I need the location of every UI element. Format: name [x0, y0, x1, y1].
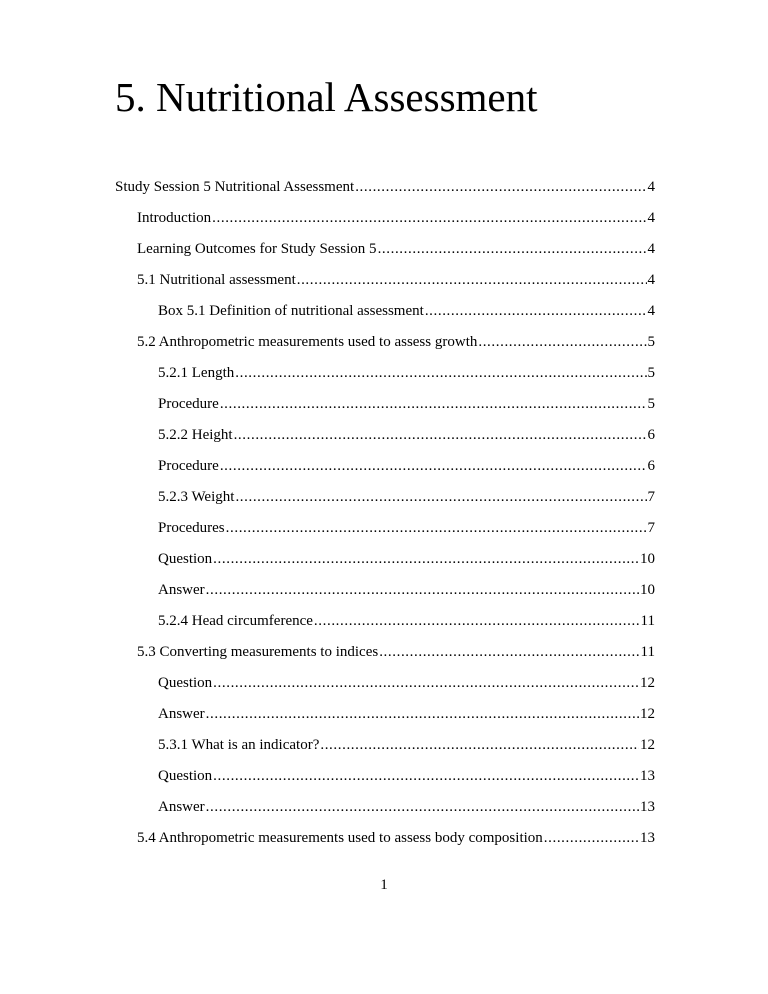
- toc-entry-label: Question: [158, 675, 213, 691]
- toc-entry-page: 12: [640, 675, 655, 691]
- toc-entry-page: 4: [647, 210, 655, 226]
- toc-entry-page: 7: [647, 489, 655, 505]
- toc-entry-label: Answer: [158, 706, 205, 722]
- table-of-contents: [115, 172, 655, 854]
- toc-entry-page: 13: [640, 799, 655, 815]
- toc-entry-page: 5: [647, 334, 655, 350]
- toc-entry-label: Procedure: [158, 458, 219, 474]
- toc-entry-page: 13: [640, 768, 655, 784]
- toc-entry-label: Learning Outcomes for Study Session 5: [137, 241, 377, 257]
- toc-entry[interactable]: [115, 389, 655, 420]
- toc-entry-label: 5.4 Anthropometric measurements used to assess body composition: [137, 830, 543, 846]
- toc-entry[interactable]: [115, 327, 655, 358]
- toc-leader-dots: [213, 544, 639, 575]
- toc-entry-label: 5.2 Anthropometric measurements used to assess growth: [137, 334, 478, 350]
- toc-entry[interactable]: [115, 730, 655, 761]
- toc-leader-dots: [478, 327, 646, 358]
- toc-entry-label: Answer: [158, 799, 205, 815]
- toc-leader-dots: [226, 513, 647, 544]
- toc-entry[interactable]: [115, 358, 655, 389]
- toc-entry[interactable]: [115, 544, 655, 575]
- toc-entry-label: 5.2.1 Length: [158, 365, 235, 381]
- toc-entry-page: 5: [647, 396, 655, 412]
- toc-entry-label: Question: [158, 768, 213, 784]
- toc-entry-label: 5.2.4 Head circumference: [158, 613, 313, 629]
- toc-leader-dots: [379, 637, 639, 668]
- toc-leader-dots: [320, 730, 639, 761]
- toc-leader-dots: [378, 234, 647, 265]
- toc-entry-label: Answer: [158, 582, 205, 598]
- toc-entry[interactable]: [115, 513, 655, 544]
- toc-entry-label: 5.2.3 Weight: [158, 489, 235, 505]
- toc-leader-dots: [206, 699, 639, 730]
- toc-leader-dots: [297, 265, 647, 296]
- toc-leader-dots: [206, 575, 639, 606]
- toc-entry-page: 11: [640, 644, 655, 660]
- toc-entry-page: 12: [640, 737, 655, 753]
- toc-leader-dots: [425, 296, 647, 327]
- toc-leader-dots: [212, 203, 646, 234]
- toc-leader-dots: [220, 451, 647, 482]
- toc-entry[interactable]: [115, 699, 655, 730]
- toc-entry[interactable]: [115, 203, 655, 234]
- toc-entry-page: 12: [640, 706, 655, 722]
- toc-entry-page: 4: [647, 179, 655, 195]
- toc-entry[interactable]: [115, 823, 655, 854]
- toc-entry[interactable]: [115, 296, 655, 327]
- toc-leader-dots: [206, 792, 639, 823]
- toc-leader-dots: [213, 761, 639, 792]
- toc-leader-dots: [235, 358, 646, 389]
- toc-entry[interactable]: [115, 420, 655, 451]
- toc-leader-dots: [544, 823, 639, 854]
- toc-leader-dots: [314, 606, 640, 637]
- toc-entry-page: 10: [640, 551, 655, 567]
- toc-entry[interactable]: [115, 606, 655, 637]
- toc-entry[interactable]: [115, 637, 655, 668]
- toc-entry[interactable]: [115, 761, 655, 792]
- toc-entry[interactable]: [115, 451, 655, 482]
- toc-entry-page: 5: [647, 365, 655, 381]
- toc-entry-label: 5.2.2 Height: [158, 427, 233, 443]
- toc-entry[interactable]: [115, 792, 655, 823]
- page-title: 5. Nutritional Assessment: [115, 74, 538, 120]
- toc-leader-dots: [235, 482, 646, 513]
- toc-entry-label: Procedure: [158, 396, 219, 412]
- toc-leader-dots: [220, 389, 647, 420]
- toc-entry-label: Procedures: [158, 520, 225, 536]
- toc-entry-page: 4: [647, 303, 655, 319]
- toc-leader-dots: [213, 668, 639, 699]
- toc-entry-label: Introduction: [137, 210, 212, 226]
- toc-entry-label: Study Session 5 Nutritional Assessment: [115, 179, 355, 195]
- toc-entry[interactable]: [115, 668, 655, 699]
- toc-entry-page: 6: [647, 458, 655, 474]
- toc-entry-page: 13: [640, 830, 655, 846]
- toc-entry[interactable]: [115, 234, 655, 265]
- toc-entry[interactable]: [115, 575, 655, 606]
- toc-entry-page: 10: [640, 582, 655, 598]
- toc-entry-page: 4: [647, 272, 655, 288]
- toc-entry-page: 4: [647, 241, 655, 257]
- toc-leader-dots: [355, 172, 646, 203]
- toc-entry-label: Box 5.1 Definition of nutritional assessment: [158, 303, 424, 319]
- toc-entry[interactable]: [115, 482, 655, 513]
- toc-entry[interactable]: [115, 172, 655, 203]
- toc-entry-label: Question: [158, 551, 213, 567]
- toc-entry-label: 5.3 Converting measurements to indices: [137, 644, 379, 660]
- toc-entry-page: 6: [647, 427, 655, 443]
- page-number: 1: [380, 877, 388, 893]
- toc-entry-label: 5.3.1 What is an indicator?: [158, 737, 320, 753]
- toc-leader-dots: [234, 420, 647, 451]
- toc-entry-page: 7: [647, 520, 655, 536]
- toc-entry[interactable]: [115, 265, 655, 296]
- toc-entry-page: 11: [640, 613, 655, 629]
- toc-entry-label: 5.1 Nutritional assessment: [137, 272, 296, 288]
